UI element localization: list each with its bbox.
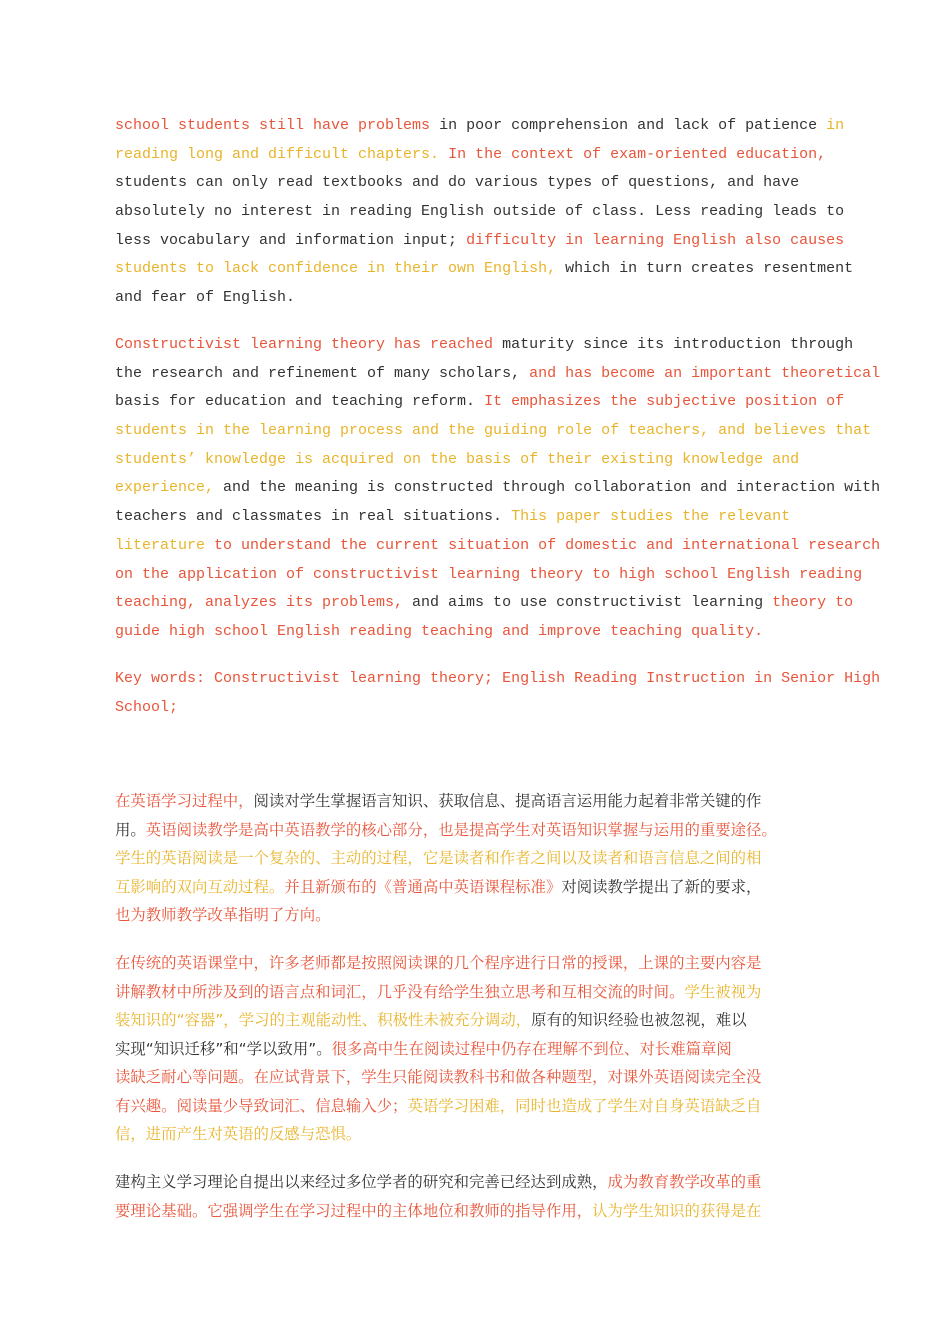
text-line: [115, 665, 881, 694]
text-run: Constructivist learning theory has reached: [115, 336, 494, 353]
text-line: [115, 417, 872, 446]
text-run: less vocabulary and information input;: [115, 231, 467, 249]
english-paragraph-1: [115, 112, 854, 313]
text-run: 建构主义学习理论自提出以来经过多位学者的研究和完善已经达到成熟，: [115, 1173, 608, 1191]
text-line: [115, 360, 881, 389]
text-line: [115, 198, 845, 227]
text-line: [115, 1120, 835, 1149]
text-run: students to lack confidence in their own English,: [115, 260, 557, 278]
text-run: 在英语学习过程中，: [115, 792, 254, 810]
text-line: [115, 1006, 835, 1035]
text-run: 用。: [115, 820, 146, 839]
text-line: [115, 227, 845, 256]
text-run: teaching, analyzes its problems,: [115, 594, 404, 612]
text-run: basis for education and teaching reform.: [115, 393, 485, 411]
text-run: difficulty in learning English also causes: [466, 231, 845, 249]
text-run: the research and refinement of many scholars,: [115, 364, 530, 382]
text-line: [115, 787, 835, 816]
text-line: [115, 112, 845, 141]
text-run: absolutely no interest in reading English outside of class. Less reading leads to: [115, 203, 845, 221]
text-run: guide high school English reading teaching and improve teaching quality.: [115, 622, 764, 640]
text-run: theory to: [772, 594, 854, 612]
text-line: [115, 446, 835, 475]
text-run: 信，进而产生对英语的反感与恐惧。: [115, 1125, 362, 1143]
text-line: [115, 1035, 835, 1064]
text-line: [115, 901, 835, 930]
text-run: 要理论基础。它强调学生在学习过程中的主体地位和教师的指导作用，: [115, 1201, 593, 1220]
text-run: which in turn creates resentment: [556, 260, 854, 278]
text-line: [115, 618, 835, 647]
text-run: In the context of exam-oriented education,: [448, 145, 827, 163]
text-run: School;: [115, 698, 179, 716]
text-run: teachers and classmates in real situations.: [115, 508, 512, 526]
text-line: [115, 1092, 835, 1121]
text-run: 装知识的“容器”，学习的主观能动性、积极性未被充分调动，: [115, 1011, 532, 1029]
text-run: students in the learning process and the guiding role of teachers, and believes that: [115, 422, 872, 440]
text-line: [115, 532, 881, 561]
text-line: [115, 1197, 835, 1226]
text-line: [115, 816, 835, 845]
text-line: [115, 503, 835, 532]
chinese-paragraph-3: [115, 1168, 835, 1225]
text-line: [115, 844, 835, 873]
text-run: 很多高中生在阅读过程中仍存在理解不到位、对长难篇章阅: [331, 1039, 732, 1058]
text-run: and aims to use constructivist learning: [403, 594, 773, 612]
text-line: [115, 474, 881, 503]
text-run: 英语学习困难，同时也造成了学生对自身英语缺乏自: [407, 1096, 762, 1115]
text-run: students can only read textbooks and do various types of questions, and have: [115, 174, 800, 192]
text-run: 也为教师教学改革指明了方向。: [115, 906, 331, 924]
text-line: [115, 331, 854, 360]
text-run: 阅读对学生掌握语言知识、获取信息、提高语言运用能力起着非常关键的作: [253, 792, 762, 810]
text-run: This paper studies the relevant: [511, 508, 791, 526]
text-line: [115, 1168, 835, 1197]
text-run: 读缺乏耐心等问题。在应试背景下，学生只能阅读教科书和做各种题型，对课外英语阅读完全没: [115, 1068, 762, 1086]
text-run: reading long and difficult chapters.: [115, 145, 449, 163]
chinese-paragraph-2: [115, 949, 835, 1149]
text-line: [115, 169, 835, 198]
text-line: [115, 141, 835, 170]
text-run: 英语阅读教学是高中英语教学的核心部分，也是提高学生对英语知识掌握与运用的重要途径。: [145, 820, 777, 839]
text-run: 实现“知识迁移”和“学以致用”。: [115, 1039, 332, 1058]
text-line: [115, 388, 845, 417]
text-run: and has become an important theoretical: [529, 364, 881, 382]
text-run: 讲解教材中所涉及到的语言点和词汇，几乎没有给学生独立思考和互相交流的时间。: [115, 982, 685, 1001]
text-run: 学生的英语阅读是一个复杂的、主动的过程，它是读者和作者之间以及读者和语言信息之间的相: [115, 849, 762, 867]
text-run: on the application of constructivist learning theory to high school English reading: [115, 565, 863, 583]
text-run: school students still have problems: [115, 117, 431, 134]
text-run: students’ knowledge is acquired on the basis of their existing knowledge and: [115, 450, 800, 468]
text-run: 成为教育教学改革的重: [607, 1173, 762, 1191]
text-run: in: [826, 117, 845, 134]
text-run: literature: [115, 536, 215, 554]
text-run: 对阅读教学提出了新的要求，: [561, 877, 762, 896]
text-run: in poor comprehension and lack of patience: [430, 117, 827, 134]
text-line: [115, 1063, 835, 1092]
text-run: experience,: [115, 479, 215, 497]
text-line: [115, 561, 863, 590]
text-run: 认为学生知识的获得是在: [592, 1201, 762, 1220]
text-run: Key words: Constructivist learning theory; English Reading Instruction in Senior High: [115, 670, 881, 687]
text-line: [115, 873, 835, 902]
text-run: 有兴趣。阅读量少导致词汇、信息输入少；: [115, 1096, 408, 1115]
text-run: 并且新颁布的《普通高中英语课程标准》: [284, 877, 562, 896]
text-run: and fear of English.: [115, 289, 296, 307]
text-run: 原有的知识经验也被忽视，难以: [531, 1011, 747, 1029]
text-line: [115, 949, 835, 978]
keywords-paragraph: [115, 665, 881, 722]
text-line: [115, 694, 835, 723]
chinese-paragraph-1: [115, 787, 835, 930]
text-line: [115, 978, 835, 1007]
english-paragraph-2: [115, 331, 881, 647]
text-run: and the meaning is constructed through collaboration and interaction with: [214, 479, 881, 497]
text-run: 互影响的双向互动过程。: [115, 877, 285, 896]
text-line: [115, 255, 854, 284]
text-run: 学生被视为: [684, 982, 762, 1001]
text-run: 在传统的英语课堂中，许多老师都是按照阅读课的几个程序进行日常的授课，上课的主要内容是: [115, 954, 762, 972]
text-line: [115, 284, 835, 313]
text-run: It emphasizes the subjective position of: [484, 393, 845, 411]
text-line: [115, 589, 854, 618]
text-run: to understand the current situation of domestic and international research: [214, 536, 881, 554]
text-run: maturity since its introduction through: [493, 336, 854, 353]
